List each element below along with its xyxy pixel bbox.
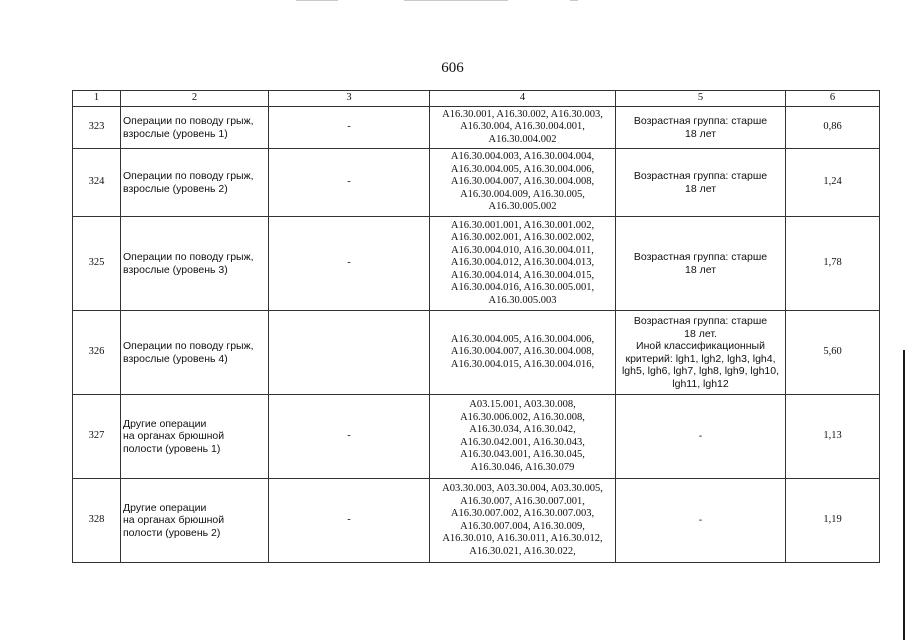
column-header: 2 <box>121 91 269 107</box>
cell-line: A16.30.007, A16.30.007.001, <box>460 495 585 507</box>
coefficient: 1,78 <box>786 217 880 311</box>
tariff-table <box>72 90 880 563</box>
criteria <box>616 311 786 395</box>
cell-line: Другие операции <box>123 501 207 514</box>
scan-artifact-line <box>404 0 508 1</box>
coefficient: 1,24 <box>786 149 880 217</box>
service-codes <box>430 395 616 479</box>
cell-line: взрослые (уровень 2) <box>123 182 228 195</box>
row-number: 327 <box>73 395 121 479</box>
cell-line: A03.30.003, A03.30.004, A03.30.005, <box>442 483 603 494</box>
cell-line: lgh5, lgh6, lgh7, lgh8, lgh9, lgh10, <box>621 365 780 377</box>
cell-line: взрослые (уровень 3) <box>123 263 228 276</box>
cell-line: взрослые (уровень 1) <box>123 127 228 140</box>
page-number: 606 <box>441 60 464 76</box>
operation-name <box>121 217 269 311</box>
cell-line: Возрастная группа: старше <box>633 251 768 263</box>
cell-line: A16.30.004.002 <box>488 133 557 145</box>
cell-line: Операции по поводу грыж, <box>123 115 254 127</box>
cell-line: A16.30.034, A16.30.042, <box>469 424 576 435</box>
table-row <box>73 311 880 395</box>
cell-line: Иной классификационный <box>636 340 765 352</box>
cell-line: на органах брюшной <box>123 430 225 443</box>
cell-line: A16.30.002.001, A16.30.002.002, <box>450 232 595 244</box>
criteria <box>616 217 786 311</box>
column-3-value: - <box>269 395 430 479</box>
cell-line: полости (уровень 1) <box>123 442 221 455</box>
cell-line: A16.30.007.002, A16.30.007.003, <box>450 508 595 519</box>
cell-line: 18 лет <box>684 263 717 276</box>
cell-line: - <box>698 514 703 527</box>
cell-line: A16.30.001, A16.30.002, A16.30.003, <box>442 108 603 120</box>
cell-line: Возрастная группа: старше <box>633 115 768 127</box>
cell-line: A16.30.004.005, A16.30.004.006, <box>450 333 595 345</box>
row-number: 324 <box>73 149 121 217</box>
cell-line: A16.30.004.015, A16.30.004.016, <box>450 358 595 370</box>
cell-line: критерий: lgh1, lgh2, lgh3, lgh4, <box>625 352 776 365</box>
cell-line: A16.30.004.003, A16.30.004.004, <box>450 151 595 163</box>
column-header: 6 <box>786 91 880 107</box>
criteria <box>616 479 786 563</box>
cell-line: A16.30.004.010, A16.30.004.011, <box>451 244 594 256</box>
cell-line: A16.30.046, A16.30.079 <box>470 461 575 473</box>
cell-line: A16.30.001.001, A16.30.001.002, <box>450 219 595 231</box>
scan-artifact-line <box>296 0 338 1</box>
column-3-value: - <box>269 479 430 563</box>
service-codes <box>430 217 616 311</box>
criteria <box>616 149 786 217</box>
cell-line: A16.30.004.016, A16.30.005.001, <box>450 282 595 294</box>
cell-line: 18 лет <box>684 127 717 140</box>
operation-name <box>121 107 269 149</box>
table-row <box>73 479 880 563</box>
cell-line: A16.30.010, A16.30.011, A16.30.012, <box>442 533 603 544</box>
cell-line: A16.30.021, A16.30.022, <box>469 545 576 557</box>
table-row <box>73 107 880 149</box>
coefficient: 0,86 <box>786 107 880 149</box>
cell-line: Операции по поводу грыж, <box>123 251 254 263</box>
column-header: 5 <box>616 91 786 107</box>
cell-line: на органах брюшной <box>123 514 225 527</box>
cell-line: A16.30.042.001, A16.30.043, <box>460 436 585 448</box>
row-number: 326 <box>73 311 121 395</box>
column-header: 1 <box>73 91 121 107</box>
table-header-row <box>73 91 880 107</box>
cell-line: - <box>698 430 703 443</box>
cell-line: A16.30.005.002 <box>488 201 557 213</box>
cell-line: Операции по поводу грыж, <box>123 170 254 182</box>
cell-line: взрослые (уровень 4) <box>123 352 228 365</box>
service-codes <box>430 107 616 149</box>
operation-name <box>121 479 269 563</box>
cell-line: Возрастная группа: старше <box>633 170 768 182</box>
column-3-value: - <box>269 107 430 149</box>
cell-line: A16.30.004.007, A16.30.004.008, <box>450 176 595 188</box>
scan-artifact-line <box>570 0 578 1</box>
column-3-value: - <box>269 149 430 217</box>
cell-line: 18 лет <box>684 182 717 195</box>
cell-line: A16.30.006.002, A16.30.008, <box>460 411 585 423</box>
table-row <box>73 395 880 479</box>
operation-name <box>121 149 269 217</box>
row-number: 325 <box>73 217 121 311</box>
service-codes <box>430 311 616 395</box>
cell-line: lgh11, lgh12 <box>672 377 729 390</box>
cell-line: Возрастная группа: старше <box>633 315 768 327</box>
coefficient: 1,13 <box>786 395 880 479</box>
cell-line: A16.30.005.003 <box>488 294 557 306</box>
cell-line: A16.30.004.007, A16.30.004.008, <box>450 346 595 358</box>
cell-line: A16.30.004, A16.30.004.001, <box>460 121 585 133</box>
service-codes <box>430 149 616 217</box>
column-3-value <box>269 311 430 395</box>
cell-line: A16.30.007.004, A16.30.009, <box>460 520 585 532</box>
cell-line: A03.15.001, A03.30.008, <box>469 399 576 410</box>
cell-line: Другие операции <box>123 417 207 430</box>
cell-line: A16.30.004.005, A16.30.004.006, <box>450 163 595 175</box>
criteria <box>616 395 786 479</box>
service-codes <box>430 479 616 563</box>
operation-name <box>121 395 269 479</box>
row-number: 323 <box>73 107 121 149</box>
cell-line: A16.30.004.012, A16.30.004.013, <box>450 257 595 269</box>
cell-line: полости (уровень 2) <box>123 526 221 539</box>
criteria <box>616 107 786 149</box>
cell-line: A16.30.004.014, A16.30.004.015, <box>450 269 595 281</box>
cell-line: A16.30.043.001, A16.30.045, <box>460 449 585 460</box>
cell-line: 18 лет. <box>684 327 717 340</box>
operation-name <box>121 311 269 395</box>
table-row <box>73 217 880 311</box>
coefficient: 1,19 <box>786 479 880 563</box>
coefficient: 5,60 <box>786 311 880 395</box>
column-header: 4 <box>430 91 616 107</box>
row-number: 328 <box>73 479 121 563</box>
table-row <box>73 149 880 217</box>
column-header: 3 <box>269 91 430 107</box>
cell-line: A16.30.004.009, A16.30.005, <box>460 188 585 200</box>
column-3-value: - <box>269 217 430 311</box>
cell-line: Операции по поводу грыж, <box>123 340 254 352</box>
